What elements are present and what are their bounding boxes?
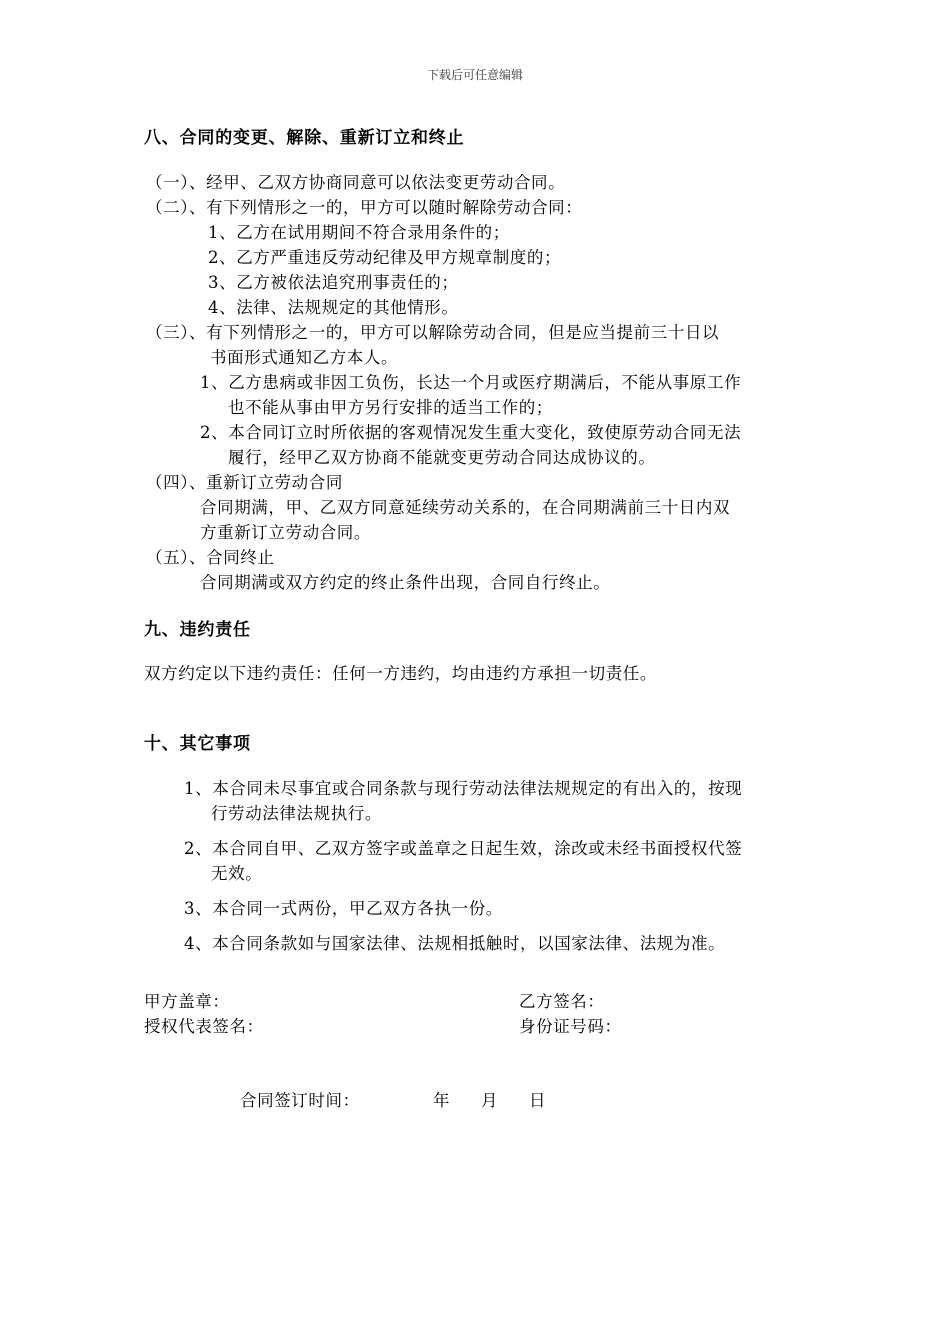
party-b-id-label: 身份证号码： [519,1017,622,1036]
signing-date-year: 年 [433,1091,451,1110]
section-10-item-1-line-1: 1、本合同未尽事宜或合同条款与现行劳动法律法规规定的有出入的，按现 [184,779,743,798]
section-10-title: 十、其它事项 [144,734,251,754]
section-8-p2-item-3: 3、乙方被依法追究刑事责任的； [208,273,459,292]
section-9-title: 九、违约责任 [144,620,251,640]
section-8-p4-title: （四）、重新订立劳动合同 [146,473,343,492]
party-a-seal-label: 甲方盖章： [144,992,230,1011]
section-8-p2-item-1: 1、乙方在试用期间不符合录用条件的； [208,223,510,242]
section-10-item-2-line-2: 无效。 [211,864,263,883]
party-a-representative-label: 授权代表签名： [144,1017,264,1036]
section-8-p1: （一）、经甲、乙双方协商同意可以依法变更劳动合同。 [146,173,566,192]
section-10-item-3: 3、本合同一式两份，甲乙双方各执一份。 [184,899,503,918]
section-8-p5-title: （五）、合同终止 [146,548,275,567]
section-9-text: 双方约定以下违约责任：任何一方违约，均由违约方承担一切责任。 [144,664,657,683]
section-8-p5-line-1: 合同期满或双方约定的终止条件出现，合同自行终止。 [200,573,611,592]
section-8-p3-item-2-line-1: 2、本合同订立时所依据的客观情况发生重大变化，致使原劳动合同无法 [200,423,742,442]
section-8-p3-line-2: 书面形式通知乙方本人。 [210,348,399,367]
section-8-p4-line-2: 方重新订立劳动合同。 [200,523,371,542]
header-note: 下载后可任意编辑 [426,68,523,82]
section-10-item-4: 4、本合同条款如与国家法律、法规相抵触时，以国家法律、法规为准。 [184,934,726,953]
section-8-p3-item-1-line-1: 1、乙方患病或非因工负伤，长达一个月或医疗期满后，不能从事原工作 [200,373,742,392]
section-8-p2-item-4: 4、法律、法规规定的其他情形。 [208,298,459,317]
section-10-item-1-line-2: 行劳动法律法规执行。 [211,804,382,823]
section-8-p3-line-1: （三）、有下列情形之一的，甲方可以解除劳动合同，但是应当提前三十日以 [146,323,720,342]
section-8-p2: （二）、有下列情形之一的，甲方可以随时解除劳动合同： [146,198,583,217]
signing-date-month: 月 [481,1091,499,1110]
signing-date-day: 日 [529,1091,547,1110]
party-b-signature-label: 乙方签名： [519,992,605,1011]
section-8-p2-item-2: 2、乙方严重违反劳动纪律及甲方规章制度的； [208,248,562,267]
section-8-p3-item-2-line-2: 履行，经甲乙双方协商不能就变更劳动合同达成协议的。 [228,448,656,467]
section-8-title: 八、合同的变更、解除、重新订立和终止 [144,128,465,148]
signing-date-label: 合同签订时间： [240,1091,360,1110]
section-10-item-2-line-1: 2、本合同自甲、乙双方签字或盖章之日起生效，涂改或未经书面授权代签 [184,839,743,858]
section-8-p4-line-1: 合同期满，甲、乙双方同意延续劳动关系的，在合同期满前三十日内双 [200,498,731,517]
section-8-p3-item-1-line-2: 也不能从事由甲方另行安排的适当工作的； [228,398,553,417]
